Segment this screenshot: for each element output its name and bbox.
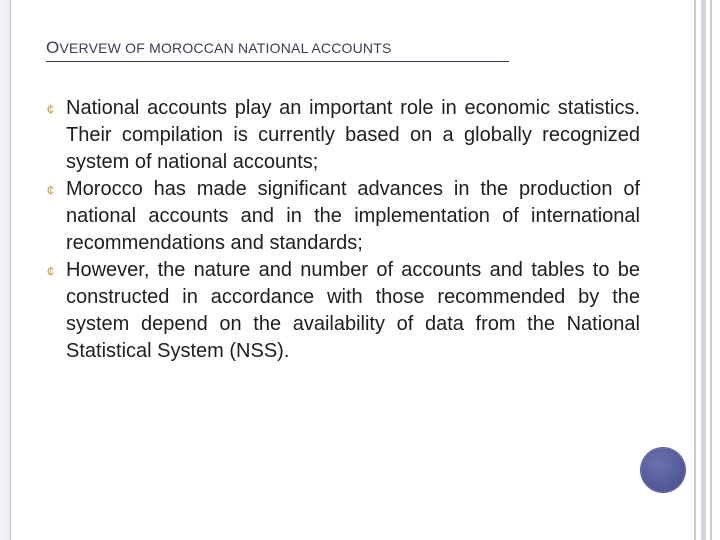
slide-title-initial: O: [46, 38, 60, 57]
bullet-marker-icon: ¢: [46, 263, 55, 279]
bullet-text: National accounts play an important role in economic statistics. Their compilation is currently based on a globally recognized system of national accounts;: [66, 97, 640, 173]
decorative-circle-icon: [641, 448, 685, 492]
bullet-marker-icon: ¢: [46, 101, 55, 117]
bullet-text: However, the nature and number of accounts and tables to be constructed in accordance with those recommended by the system depend on the availability of data from the National Statistical System (NSS).: [66, 259, 640, 362]
bullet-list: [42, 95, 640, 365]
border-line: [701, 0, 706, 540]
bullet-marker-icon: ¢: [46, 182, 55, 198]
bullet-item: [42, 257, 640, 365]
slide-title-final: S: [381, 40, 392, 56]
bullet-item: [42, 95, 640, 176]
border-line: [694, 0, 696, 540]
bullet-text: Morocco has made significant advances in the production of national accounts and in the implementation of international recommendations and standards;: [66, 178, 640, 254]
slide-title: [46, 36, 392, 60]
slide-right-border: [690, 0, 720, 540]
slide-title-body: VERVEW OF MOROCCAN NATIONAL ACCOUNT: [59, 40, 382, 56]
bullet-item: [42, 176, 640, 257]
slide-left-border: [0, 0, 11, 540]
border-line: [710, 0, 712, 540]
title-underline: [46, 61, 509, 62]
